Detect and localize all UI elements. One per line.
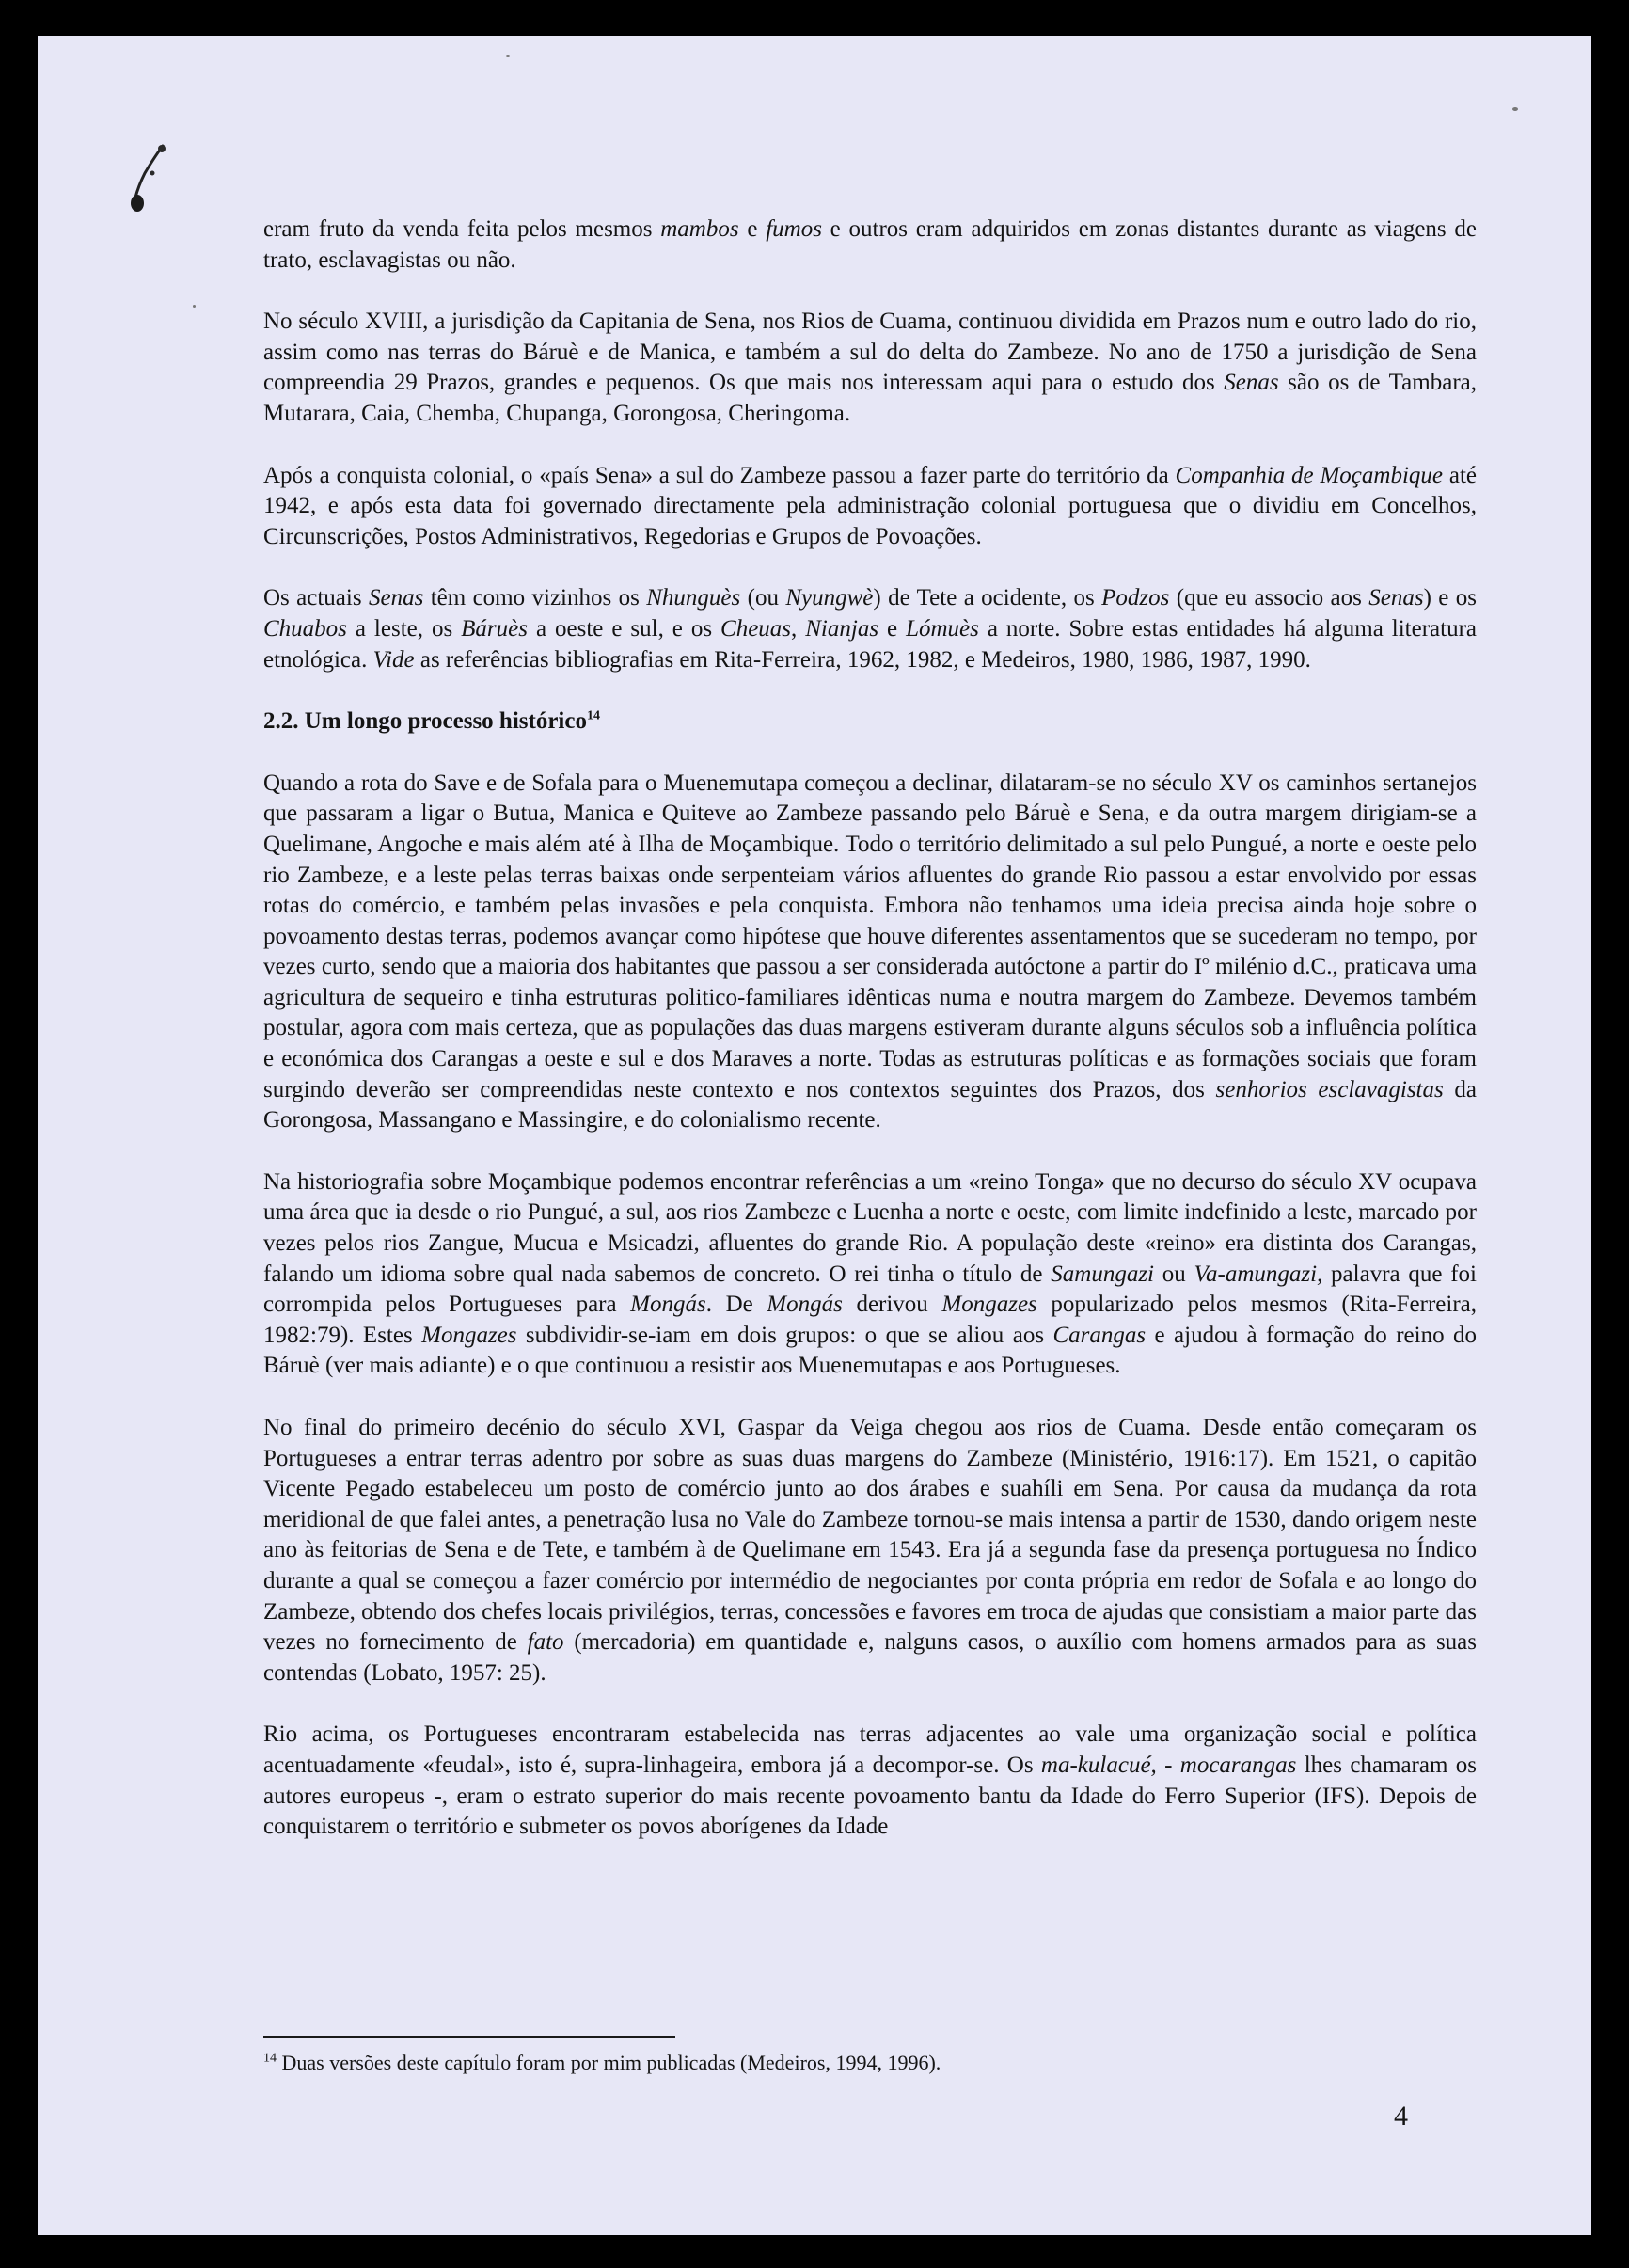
paragraph-4 [263, 583, 1477, 675]
italic-term: Nianjas [805, 615, 879, 642]
paragraph-3 [263, 461, 1477, 553]
text-run: Na historiografia sobre Moçambique podemos encontrar referências a um «reino Tonga» que no decurso do século XV ocupava uma área que ia desde o rio Pungué, a sul, aos rios Zambeze e Luenha a norte e oeste, com limite indefinido a leste, marcado por vezes pelos rios Zangue, Mucua e Msicadzi, afluentes do grande Rio. A população deste «reino» era distinta dos Carangas, falando um idioma sobre qual nada sabemos de concreto. O rei tinha o título de [263, 1168, 1477, 1287]
italic-term: Nyungwè [785, 585, 874, 611]
paragraph-5 [263, 769, 1477, 1136]
italic-term: Carangas [1052, 1322, 1147, 1348]
footnote-reference[interactable]: 14 [586, 708, 600, 723]
italic-term: Podzos [1101, 585, 1170, 611]
text-run: Após a conquista colonial, o «país Sena» a sul do Zambeze passou a fazer parte do território da [263, 462, 1176, 488]
text-run: lhes chamaram os autores europeus -, eram o estrato superior do mais recente povoamento bantu da Idade do Ferro Superior (IFS). Depois de conquistarem o território e submeter os povos aborígenes da Idade [263, 1752, 1477, 1840]
footnote-divider [263, 2036, 675, 2038]
text-run: subdividir-se-iam em dois grupos: o que se aliou aos [516, 1322, 1053, 1348]
text-run: No final do primeiro decénio do século XVI, Gaspar da Veiga chegou aos rios de Cuama. Desde então começaram os Portugueses a entrar terras adentro por sobre as suas duas margens do Zambeze (Ministério, 1916:17). Em 1521, o capitão Vicente Pegado estabeleceu um posto de comércio junto ao dos árabes e suahíli em Sena. Por causa da mudança da rota meridional de que falei antes, a penetração lusa no Vale do Zambeze tornou-se mais intensa a partir de 1530, dando origem neste ano às feitorias de Sena e de Tete, e também à de Quelimane em 1543. Era já a segunda fase da presença portuguesa no Índico durante a qual se começou a fazer comércio por intermédio de negociantes por conta própria em redor de Sofala e ao longo do Zambeze, obtendo dos chefes locais privilégios, terras, concessões e favores em troca de ajudas que consistiam a maior parte das vezes no fornecimento de [263, 1415, 1477, 1656]
italic-term: Vide [372, 646, 415, 673]
italic-term: Va-amungazi, [1194, 1261, 1323, 1287]
italic-term: Samungazi [1051, 1261, 1154, 1287]
italic-term: Mongás [630, 1292, 706, 1318]
text-run: ) de Tete a ocidente, os [873, 585, 1102, 611]
text-run: palavra que foi corrompida pelos Portugueses para [263, 1261, 1477, 1318]
italic-term: Senas [368, 585, 424, 611]
text-run: são os de Tambara, Mutarara, Caia, Chemba, Chupanga, Gorongosa, Cheringoma. [263, 370, 1477, 426]
italic-term: Mongás [767, 1292, 843, 1318]
italic-term: Cheuas [720, 615, 792, 642]
italic-term: Mongazes [421, 1322, 517, 1348]
text-run: (ou [740, 585, 786, 611]
text-run: No século XVIII, a jurisdição da Capitania de Sena, nos Rios de Cuama, continuou dividida em Prazos num e outro lado do rio, assim como nas terras do Báruè e de Manica, e também a sul do delta do Zambeze. No ano de 1750 a jurisdição de Sena compreendia 29 Prazos, grandes e pequenos. Os que mais nos interessam aqui para o estudo dos [263, 309, 1477, 396]
text-run: (que eu associo aos [1169, 585, 1369, 611]
text-run: ) e os [1423, 585, 1478, 611]
italic-term: ma-kulacué, - mocarangas [1040, 1752, 1297, 1778]
text-run: a norte. Sobre estas entidades há alguma literatura etnológica. [263, 615, 1478, 673]
section-heading [263, 706, 1477, 737]
text-run: Quando a rota do Save e de Sofala para o Muenemutapa começou a declinar, dilataram-se no século XV os caminhos sertanejos que passaram a ligar o Butua, Manica e Quiteve ao Zambeze passando pelo Báruè e Sena, e da outra margem dirigiam-se a Quelimane, Angoche e mais além até à Ilha de Moçambique. Todo o território delimitado a sul pelo Pungué, a norte e oeste pelo rio Zambeze, e a leste pelas terras baixas onde serpenteiam vários afluentes do grande Rio passou a estar envolvido por essas rotas do comércio, e também pelas invasões e pela conquista. Embora não tenhamos uma ideia precisa ainda hoje sobre o povoamento destas terras, podemos avançar como hipótese que houve diferentes assentamentos que se sucederam no tempo, por vezes curto, sendo que a maioria dos habitantes que passou a ser considerada autóctone a partir do Iº milénio d.C., praticava uma agricultura de sequeiro e tinha estruturas politico-familiares idênticas numa e noutra margem do Zambeze. Devemos também postular, agora com mais certeza, que as populações das duas margens estiveram durante alguns séculos sob a influência política e económica dos Carangas a oeste e sul e dos Maraves a norte. Todas as estruturas políticas e as formações sociais que foram surgindo deverão ser compreendidas neste contexto e nos contextos seguintes dos Prazos, dos [263, 769, 1477, 1102]
footnote-marker: 14 [263, 2051, 277, 2066]
italic-term: Nhunguès [646, 585, 741, 611]
text-run: e ajudou à formação do reino do Báruè (ver mais adiante) e o que continuou a resistir aos Muenemutapas e aos Portugueses. [263, 1322, 1477, 1379]
text-run: da Gorongosa, Massangano e Massingire, e do colonialismo recente. [263, 1076, 1477, 1134]
text-run: , [791, 615, 806, 642]
text-run: derivou [842, 1292, 942, 1318]
document-body [263, 214, 1477, 1874]
italic-term: Lómuès [906, 615, 979, 642]
italic-term: Senas [1368, 585, 1424, 611]
italic-term: senhorios esclavagistas [1215, 1076, 1444, 1102]
paragraph-2 [263, 307, 1477, 429]
footnote-text: Duas versões deste capítulo foram por mim publicadas (Medeiros, 1994, 1996). [277, 2051, 941, 2074]
text-run: Os actuais [263, 585, 369, 611]
ink-mark-icon [128, 141, 175, 216]
text-run: a leste, os [346, 615, 462, 642]
text-run: têm como vizinhos os [423, 585, 647, 611]
italic-term: Companhia de Moçambique [1175, 462, 1444, 488]
italic-term: Senas [1224, 370, 1279, 396]
italic-term: fato [527, 1629, 564, 1656]
text-run: e [878, 615, 907, 642]
paragraph-7 [263, 1413, 1477, 1689]
text-run: eram fruto da venda feita pelos mesmos [263, 216, 661, 242]
text-run: as referências bibliografias em Rita-Ferreira, 1962, 1982, e Medeiros, 1980, 1986, 1987, 1990. [414, 646, 1311, 673]
footnote [263, 2049, 1477, 2077]
text-run: (mercadoria) em quantidade e, nalguns casos, o auxílio com homens armados para as suas contendas (Lobato, 1957: 25). [263, 1629, 1477, 1686]
italic-term: Báruès [461, 615, 528, 642]
document-page [38, 36, 1591, 2235]
italic-term: fumos [766, 216, 822, 242]
italic-term: mambos [660, 216, 739, 242]
text-run: . De [705, 1292, 767, 1318]
italic-term: Chuabos [263, 615, 347, 642]
paragraph-8 [263, 1720, 1477, 1842]
page-number: 4 [1394, 2101, 1408, 2132]
paragraph-1 [263, 214, 1477, 276]
text-run: e [738, 216, 767, 242]
text-run: ou [1154, 1261, 1194, 1287]
section-heading-text: 2.2. Um longo processo histórico [263, 708, 587, 735]
text-run: até 1942, e após esta data foi governado directamente pela administração colonial portuguesa que o dividiu em Concelhos, Circunscrições, Postos Administrativos, Regedorias e Grupos de Povoações. [263, 462, 1478, 549]
paragraph-6 [263, 1167, 1477, 1382]
text-run: popularizado pelos mesmos (Rita-Ferreira, 1982:79). Estes [263, 1292, 1477, 1348]
text-run: e outros eram adquiridos em zonas distantes durante as viagens de trato, esclavagistas ou não. [263, 216, 1477, 273]
italic-term: Mongazes [941, 1292, 1037, 1318]
text-run: a oeste e sul, e os [527, 615, 721, 642]
text-run: Rio acima, os Portugueses encontraram estabelecida nas terras adjacentes ao vale uma organização social e política acentuadamente «feudal», isto é, supra-linhageira, embora já a decompor-se. Os [263, 1721, 1477, 1778]
